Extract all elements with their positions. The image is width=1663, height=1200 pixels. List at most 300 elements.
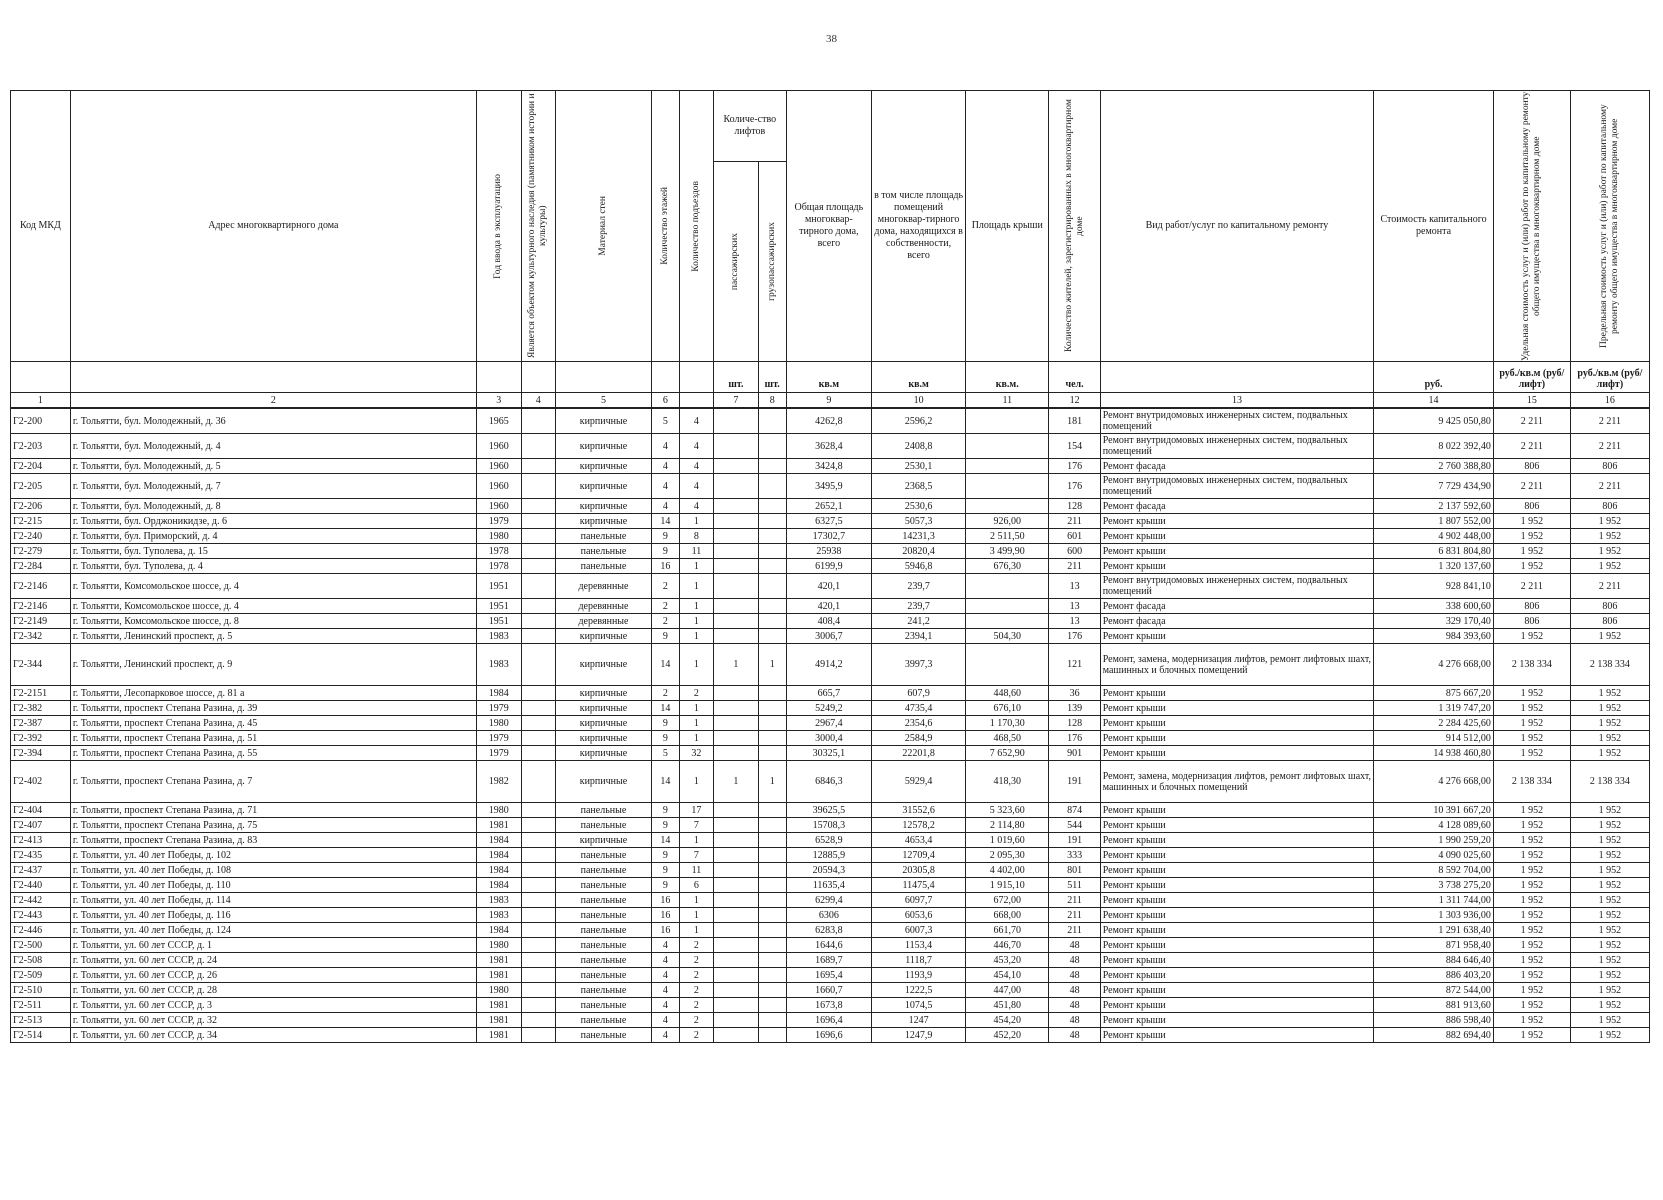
cell-owned-area: 239,7 <box>872 574 966 599</box>
cell-residents: 128 <box>1049 716 1100 731</box>
cell-passenger-elevators <box>713 863 758 878</box>
cell-cost: 1 291 638,40 <box>1374 923 1494 938</box>
cell-roof-area: 452,20 <box>966 1028 1049 1043</box>
cell-owned-area: 20820,4 <box>872 544 966 559</box>
cell-unit-cost: 806 <box>1493 459 1570 474</box>
cell-unit-cost: 2 211 <box>1493 474 1570 499</box>
cell-work-type: Ремонт внутридомовых инженерных систем, подвальных помещений <box>1100 574 1374 599</box>
cell-unit-cost: 1 952 <box>1493 803 1570 818</box>
cell-roof-area <box>966 599 1049 614</box>
cell-roof-area: 2 095,30 <box>966 848 1049 863</box>
cell-wall-material: панельные <box>555 953 651 968</box>
cell-freight-elevators <box>758 614 786 629</box>
cell-owned-area: 5946,8 <box>872 559 966 574</box>
cell-cost: 4 276 668,00 <box>1374 644 1494 686</box>
cell-heritage <box>521 803 555 818</box>
cell-address: г. Тольятти, Комсомольское шоссе, д. 8 <box>70 614 476 629</box>
cell-code: Г2-440 <box>11 878 71 893</box>
cell-work-type: Ремонт крыши <box>1100 544 1374 559</box>
cell-roof-area: 447,00 <box>966 983 1049 998</box>
cell-limit-cost: 1 952 <box>1570 686 1649 701</box>
cell-roof-area: 676,10 <box>966 701 1049 716</box>
cell-cost: 886 403,20 <box>1374 968 1494 983</box>
cell-year: 1983 <box>476 893 521 908</box>
cell-freight-elevators <box>758 923 786 938</box>
cell-cost: 1 319 747,20 <box>1374 701 1494 716</box>
header-elevators: Количе-ство лифтов <box>713 91 786 162</box>
cell-passenger-elevators <box>713 746 758 761</box>
cell-unit-cost: 1 952 <box>1493 923 1570 938</box>
cell-wall-material: панельные <box>555 544 651 559</box>
cell-owned-area: 6097,7 <box>872 893 966 908</box>
cell-unit-cost: 1 952 <box>1493 848 1570 863</box>
cell-total-area: 6299,4 <box>786 893 871 908</box>
cell-entrances: 2 <box>679 998 713 1013</box>
cell-limit-cost: 1 952 <box>1570 514 1649 529</box>
cell-wall-material: панельные <box>555 803 651 818</box>
header-wall-material: Материал стен <box>597 196 608 256</box>
cell-passenger-elevators <box>713 953 758 968</box>
cell-address: г. Тольятти, проспект Степана Разина, д. 39 <box>70 701 476 716</box>
cell-passenger-elevators <box>713 629 758 644</box>
cell-unit-cost: 1 952 <box>1493 731 1570 746</box>
cell-cost: 2 137 592,60 <box>1374 499 1494 514</box>
cell-address: г. Тольятти, ул. 40 лет Победы, д. 110 <box>70 878 476 893</box>
cell-limit-cost: 806 <box>1570 459 1649 474</box>
cell-residents: 176 <box>1049 459 1100 474</box>
cell-residents: 48 <box>1049 1013 1100 1028</box>
cell-owned-area: 1074,5 <box>872 998 966 1013</box>
cell-year: 1979 <box>476 746 521 761</box>
cell-entrances: 2 <box>679 1013 713 1028</box>
cell-work-type: Ремонт крыши <box>1100 514 1374 529</box>
cell-floors: 14 <box>652 514 680 529</box>
cell-freight-elevators: 1 <box>758 761 786 803</box>
table-row <box>11 514 1650 529</box>
cell-limit-cost: 1 952 <box>1570 848 1649 863</box>
cell-address: г. Тольятти, Комсомольское шоссе, д. 4 <box>70 574 476 599</box>
cell-year: 1981 <box>476 1013 521 1028</box>
cell-wall-material: кирпичные <box>555 746 651 761</box>
cell-floors: 9 <box>652 529 680 544</box>
column-number: 9 <box>786 393 871 409</box>
cell-floors: 9 <box>652 629 680 644</box>
cell-address: г. Тольятти, бул. Туполева, д. 4 <box>70 559 476 574</box>
cell-heritage <box>521 731 555 746</box>
cell-passenger-elevators <box>713 459 758 474</box>
cell-owned-area: 12578,2 <box>872 818 966 833</box>
cell-roof-area: 454,10 <box>966 968 1049 983</box>
cell-floors: 4 <box>652 983 680 998</box>
cell-year: 1984 <box>476 878 521 893</box>
cell-roof-area: 1 019,60 <box>966 833 1049 848</box>
cell-freight-elevators <box>758 893 786 908</box>
cell-entrances: 1 <box>679 614 713 629</box>
cell-floors: 2 <box>652 614 680 629</box>
cell-limit-cost: 2 211 <box>1570 408 1649 434</box>
cell-unit-cost: 806 <box>1493 499 1570 514</box>
cell-address: г. Тольятти, ул. 60 лет СССР, д. 3 <box>70 998 476 1013</box>
cell-wall-material: деревянные <box>555 599 651 614</box>
cell-limit-cost: 1 952 <box>1570 629 1649 644</box>
cell-cost: 928 841,10 <box>1374 574 1494 599</box>
cell-cost: 871 958,40 <box>1374 938 1494 953</box>
cell-work-type: Ремонт крыши <box>1100 878 1374 893</box>
cell-code: Г2-511 <box>11 998 71 1013</box>
cell-floors: 4 <box>652 1013 680 1028</box>
cell-total-area: 3628,4 <box>786 434 871 459</box>
cell-owned-area: 31552,6 <box>872 803 966 818</box>
cell-year: 1983 <box>476 644 521 686</box>
table-row <box>11 459 1650 474</box>
cell-entrances: 11 <box>679 544 713 559</box>
cell-roof-area: 451,80 <box>966 998 1049 1013</box>
cell-code: Г2-394 <box>11 746 71 761</box>
cell-floors: 14 <box>652 644 680 686</box>
header-row <box>11 91 1650 162</box>
cell-floors: 14 <box>652 761 680 803</box>
cell-roof-area: 676,30 <box>966 559 1049 574</box>
header-floors: Количество этажей <box>659 187 670 265</box>
cell-work-type: Ремонт фасада <box>1100 614 1374 629</box>
table-row <box>11 599 1650 614</box>
unit-rub-per-m2: руб./кв.м (руб/лифт) <box>1570 362 1649 393</box>
cell-freight-elevators <box>758 1013 786 1028</box>
cell-residents: 48 <box>1049 938 1100 953</box>
cell-freight-elevators <box>758 848 786 863</box>
cell-residents: 191 <box>1049 761 1100 803</box>
cell-code: Г2-510 <box>11 983 71 998</box>
cell-address: г. Тольятти, бул. Молодежный, д. 8 <box>70 499 476 514</box>
cell-heritage <box>521 434 555 459</box>
cell-wall-material: панельные <box>555 863 651 878</box>
header-freight: грузопассажирских <box>766 222 777 301</box>
cell-total-area: 2967,4 <box>786 716 871 731</box>
cell-year: 1981 <box>476 998 521 1013</box>
cell-cost: 882 694,40 <box>1374 1028 1494 1043</box>
cell-work-type: Ремонт крыши <box>1100 803 1374 818</box>
cell-total-area: 6327,5 <box>786 514 871 529</box>
cell-residents: 48 <box>1049 1028 1100 1043</box>
cell-limit-cost: 1 952 <box>1570 1013 1649 1028</box>
cell-entrances: 4 <box>679 434 713 459</box>
cell-limit-cost: 1 952 <box>1570 938 1649 953</box>
cell-floors: 4 <box>652 1028 680 1043</box>
unit-chel: чел. <box>1049 362 1100 393</box>
header-address: Адрес многоквартирного дома <box>70 91 476 362</box>
cell-floors: 4 <box>652 998 680 1013</box>
cell-total-area: 6199,9 <box>786 559 871 574</box>
cell-cost: 4 128 089,60 <box>1374 818 1494 833</box>
cell-roof-area: 2 511,50 <box>966 529 1049 544</box>
cell-total-area: 665,7 <box>786 686 871 701</box>
cell-entrances: 2 <box>679 1028 713 1043</box>
header-residents: Количество жителей, зарегистрированных в многоквартирном доме <box>1063 99 1085 353</box>
cell-unit-cost: 1 952 <box>1493 893 1570 908</box>
cell-total-area: 3006,7 <box>786 629 871 644</box>
cell-freight-elevators <box>758 716 786 731</box>
cell-total-area: 1644,6 <box>786 938 871 953</box>
cell-work-type: Ремонт фасада <box>1100 499 1374 514</box>
cell-unit-cost: 1 952 <box>1493 1013 1570 1028</box>
cell-residents: 211 <box>1049 923 1100 938</box>
cell-work-type: Ремонт крыши <box>1100 701 1374 716</box>
cell-cost: 984 393,60 <box>1374 629 1494 644</box>
cell-heritage <box>521 818 555 833</box>
cell-work-type: Ремонт, замена, модернизация лифтов, ремонт лифтовых шахт, машинных и блочных помещений <box>1100 644 1374 686</box>
cell-residents: 139 <box>1049 701 1100 716</box>
cell-address: г. Тольятти, ул. 40 лет Победы, д. 108 <box>70 863 476 878</box>
cell-entrances: 7 <box>679 818 713 833</box>
cell-limit-cost: 1 952 <box>1570 746 1649 761</box>
unit-kvm: кв.м. <box>966 362 1049 393</box>
cell-work-type: Ремонт крыши <box>1100 731 1374 746</box>
cell-unit-cost: 1 952 <box>1493 746 1570 761</box>
cell-wall-material: панельные <box>555 968 651 983</box>
cell-passenger-elevators <box>713 686 758 701</box>
cell-code: Г2-508 <box>11 953 71 968</box>
cell-passenger-elevators <box>713 878 758 893</box>
cell-owned-area: 1153,4 <box>872 938 966 953</box>
cell-wall-material: кирпичные <box>555 514 651 529</box>
cell-owned-area: 2530,6 <box>872 499 966 514</box>
cell-floors: 2 <box>652 599 680 614</box>
cell-roof-area: 3 499,90 <box>966 544 1049 559</box>
cell-heritage <box>521 953 555 968</box>
cell-owned-area: 2596,2 <box>872 408 966 434</box>
cell-freight-elevators <box>758 938 786 953</box>
cell-passenger-elevators <box>713 559 758 574</box>
unit-sht: шт. <box>713 362 758 393</box>
cell-heritage <box>521 983 555 998</box>
cell-passenger-elevators <box>713 514 758 529</box>
cell-floors: 16 <box>652 893 680 908</box>
cell-code: Г2-387 <box>11 716 71 731</box>
cell-limit-cost: 1 952 <box>1570 818 1649 833</box>
cell-freight-elevators <box>758 863 786 878</box>
cell-address: г. Тольятти, проспект Степана Разина, д. 55 <box>70 746 476 761</box>
cell-residents: 176 <box>1049 629 1100 644</box>
cell-total-area: 3000,4 <box>786 731 871 746</box>
table-row <box>11 1028 1650 1043</box>
cell-heritage <box>521 514 555 529</box>
cell-entrances: 32 <box>679 746 713 761</box>
cell-owned-area: 11475,4 <box>872 878 966 893</box>
cell-total-area: 6306 <box>786 908 871 923</box>
cell-passenger-elevators <box>713 701 758 716</box>
cell-residents: 48 <box>1049 983 1100 998</box>
cell-limit-cost: 1 952 <box>1570 803 1649 818</box>
cell-roof-area: 7 652,90 <box>966 746 1049 761</box>
cell-heritage <box>521 529 555 544</box>
cell-entrances: 4 <box>679 474 713 499</box>
table-row <box>11 878 1650 893</box>
cell-address: г. Тольятти, бул. Туполева, д. 15 <box>70 544 476 559</box>
cell-residents: 181 <box>1049 408 1100 434</box>
cell-freight-elevators <box>758 1028 786 1043</box>
cell-freight-elevators <box>758 983 786 998</box>
cell-cost: 886 598,40 <box>1374 1013 1494 1028</box>
cell-unit-cost: 2 211 <box>1493 408 1570 434</box>
cell-address: г. Тольятти, ул. 60 лет СССР, д. 28 <box>70 983 476 998</box>
cell-residents: 600 <box>1049 544 1100 559</box>
cell-roof-area: 453,20 <box>966 953 1049 968</box>
cell-passenger-elevators <box>713 499 758 514</box>
cell-year: 1980 <box>476 983 521 998</box>
cell-year: 1981 <box>476 968 521 983</box>
cell-work-type: Ремонт крыши <box>1100 863 1374 878</box>
cell-heritage <box>521 614 555 629</box>
cell-roof-area: 468,50 <box>966 731 1049 746</box>
cell-work-type: Ремонт крыши <box>1100 998 1374 1013</box>
cell-freight-elevators <box>758 803 786 818</box>
cell-freight-elevators <box>758 599 786 614</box>
cell-code: Г2-500 <box>11 938 71 953</box>
cell-limit-cost: 1 952 <box>1570 833 1649 848</box>
cell-entrances: 1 <box>679 574 713 599</box>
cell-owned-area: 1118,7 <box>872 953 966 968</box>
cell-heritage <box>521 833 555 848</box>
cell-limit-cost: 1 952 <box>1570 863 1649 878</box>
table-row <box>11 968 1650 983</box>
cell-total-area: 1660,7 <box>786 983 871 998</box>
table-row <box>11 761 1650 803</box>
cell-code: Г2-200 <box>11 408 71 434</box>
cell-total-area: 1696,6 <box>786 1028 871 1043</box>
cell-entrances: 1 <box>679 644 713 686</box>
cell-residents: 176 <box>1049 474 1100 499</box>
cell-freight-elevators <box>758 818 786 833</box>
cell-residents: 211 <box>1049 908 1100 923</box>
cell-owned-area: 5929,4 <box>872 761 966 803</box>
cell-cost: 875 667,20 <box>1374 686 1494 701</box>
cell-limit-cost: 806 <box>1570 614 1649 629</box>
cell-freight-elevators <box>758 878 786 893</box>
cell-heritage <box>521 499 555 514</box>
cell-work-type: Ремонт крыши <box>1100 686 1374 701</box>
cell-owned-area: 239,7 <box>872 599 966 614</box>
cell-year: 1951 <box>476 599 521 614</box>
cell-heritage <box>521 459 555 474</box>
cell-address: г. Тольятти, проспект Степана Разина, д. 75 <box>70 818 476 833</box>
column-number: 1 <box>11 393 71 409</box>
cell-entrances: 2 <box>679 983 713 998</box>
cell-freight-elevators <box>758 731 786 746</box>
cell-cost: 872 544,00 <box>1374 983 1494 998</box>
cell-cost: 2 284 425,60 <box>1374 716 1494 731</box>
cell-floors: 9 <box>652 878 680 893</box>
cell-code: Г2-206 <box>11 499 71 514</box>
cell-owned-area: 3997,3 <box>872 644 966 686</box>
cell-total-area: 11635,4 <box>786 878 871 893</box>
cell-limit-cost: 2 211 <box>1570 574 1649 599</box>
cell-owned-area: 607,9 <box>872 686 966 701</box>
cell-work-type: Ремонт внутридомовых инженерных систем, подвальных помещений <box>1100 434 1374 459</box>
cell-entrances: 1 <box>679 716 713 731</box>
cell-limit-cost: 1 952 <box>1570 908 1649 923</box>
cell-roof-area: 454,20 <box>966 1013 1049 1028</box>
cell-freight-elevators: 1 <box>758 644 786 686</box>
cell-address: г. Тольятти, Ленинский проспект, д. 9 <box>70 644 476 686</box>
cell-limit-cost: 1 952 <box>1570 544 1649 559</box>
cell-passenger-elevators <box>713 434 758 459</box>
cell-floors: 16 <box>652 908 680 923</box>
cell-year: 1951 <box>476 574 521 599</box>
header-unit-cost: Удельная стоимость услуг и (или) работ по капитальному ремонту общего имущества в многоквартирном доме <box>1520 91 1542 361</box>
table-row <box>11 848 1650 863</box>
cell-entrances: 2 <box>679 938 713 953</box>
cell-total-area: 6528,9 <box>786 833 871 848</box>
cell-cost: 4 276 668,00 <box>1374 761 1494 803</box>
cell-wall-material: панельные <box>555 923 651 938</box>
cell-floors: 9 <box>652 818 680 833</box>
page-number: 38 <box>826 33 837 45</box>
cell-entrances: 2 <box>679 686 713 701</box>
cell-total-area: 4914,2 <box>786 644 871 686</box>
cell-passenger-elevators <box>713 938 758 953</box>
cell-floors: 2 <box>652 574 680 599</box>
cell-passenger-elevators <box>713 908 758 923</box>
cell-year: 1960 <box>476 499 521 514</box>
cell-wall-material: панельные <box>555 998 651 1013</box>
cell-residents: 13 <box>1049 574 1100 599</box>
cell-code: Г2-382 <box>11 701 71 716</box>
cell-limit-cost: 1 952 <box>1570 998 1649 1013</box>
cell-roof-area <box>966 459 1049 474</box>
cell-heritage <box>521 746 555 761</box>
table-row <box>11 574 1650 599</box>
cell-unit-cost: 1 952 <box>1493 559 1570 574</box>
table-row <box>11 408 1650 434</box>
cell-year: 1979 <box>476 514 521 529</box>
cell-entrances: 4 <box>679 459 713 474</box>
cell-freight-elevators <box>758 953 786 968</box>
cell-address: г. Тольятти, Комсомольское шоссе, д. 4 <box>70 599 476 614</box>
cell-floors: 9 <box>652 731 680 746</box>
cell-address: г. Тольятти, проспект Степана Разина, д. 71 <box>70 803 476 818</box>
cell-entrances: 1 <box>679 761 713 803</box>
cell-year: 1980 <box>476 529 521 544</box>
table-row <box>11 686 1650 701</box>
cell-wall-material: панельные <box>555 818 651 833</box>
cell-owned-area: 2584,9 <box>872 731 966 746</box>
cell-address: г. Тольятти, ул. 40 лет Победы, д. 116 <box>70 908 476 923</box>
cell-floors: 9 <box>652 544 680 559</box>
cell-code: Г2-342 <box>11 629 71 644</box>
cell-code: Г2-443 <box>11 908 71 923</box>
cell-address: г. Тольятти, Ленинский проспект, д. 5 <box>70 629 476 644</box>
cell-entrances: 8 <box>679 529 713 544</box>
cell-wall-material: панельные <box>555 848 651 863</box>
header-total-area: Общая площадь многоквар-тирного дома, всего <box>786 91 871 362</box>
cell-work-type: Ремонт крыши <box>1100 953 1374 968</box>
cell-unit-cost: 1 952 <box>1493 686 1570 701</box>
cell-address: г. Тольятти, бул. Молодежный, д. 7 <box>70 474 476 499</box>
table-row <box>11 818 1650 833</box>
cell-total-area: 12885,9 <box>786 848 871 863</box>
cell-total-area: 20594,3 <box>786 863 871 878</box>
cell-passenger-elevators <box>713 1028 758 1043</box>
cell-freight-elevators <box>758 968 786 983</box>
column-number: 14 <box>1374 393 1494 409</box>
table-row <box>11 893 1650 908</box>
cell-roof-area: 418,30 <box>966 761 1049 803</box>
cell-passenger-elevators <box>713 716 758 731</box>
cell-wall-material: кирпичные <box>555 761 651 803</box>
cell-year: 1951 <box>476 614 521 629</box>
header-work-type: Вид работ/услуг по капитальному ремонту <box>1100 91 1374 362</box>
cell-owned-area: 4653,4 <box>872 833 966 848</box>
